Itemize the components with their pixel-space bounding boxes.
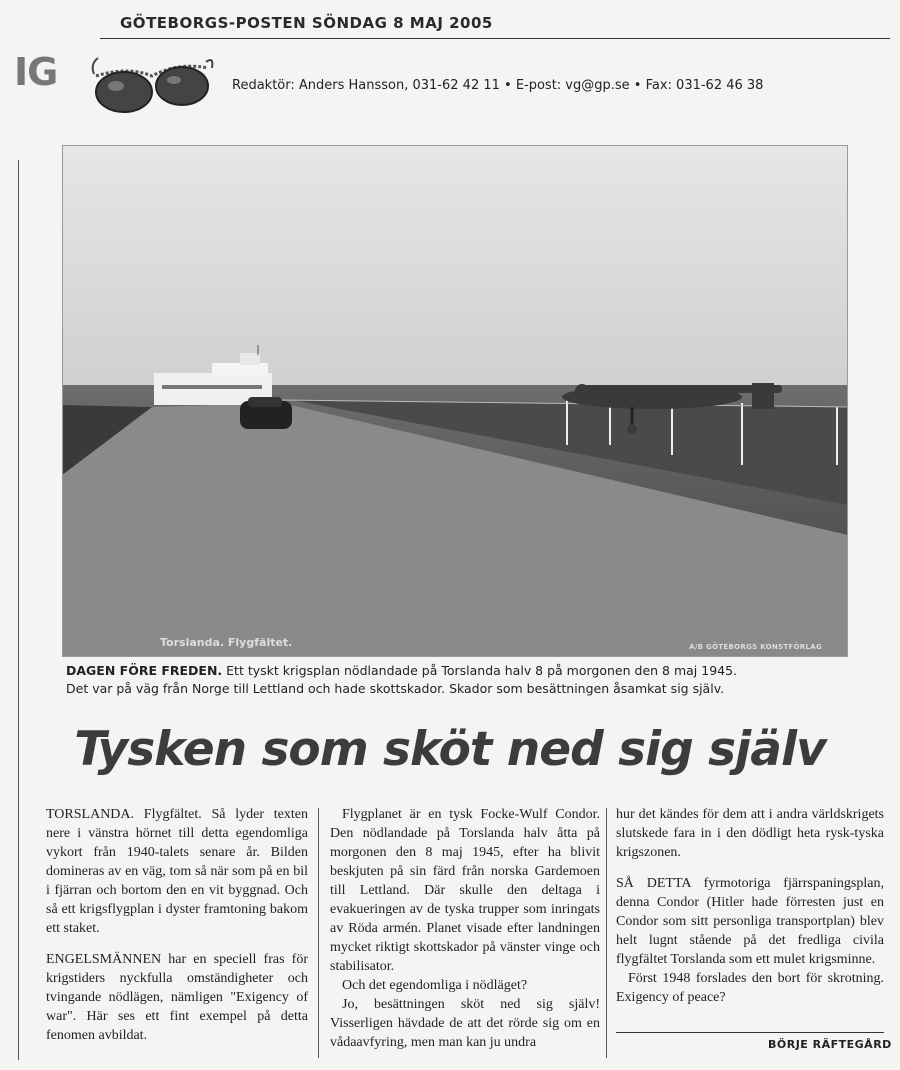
sunglasses-icon: [88, 52, 218, 118]
masthead: GÖTEBORGS-POSTEN SÖNDAG 8 MAJ 2005: [120, 14, 493, 32]
col3-paragraph-1: hur det kändes för dem att i andra världskrigets slutskede fara in i den dödligt heta rysk-tyska krigszonen.: [616, 807, 884, 860]
col2-paragraph-2: Och det egendomliga i nödläget?: [342, 978, 528, 993]
airfield-photo: [62, 145, 848, 657]
col1-paragraph-1: TORSLANDA. Flygfältet. Så lyder texten nere i vänstra hörnet till detta egendomliga vykort från 1940-talets senare år. Bilden domineras av en väg, tom så när som på en bil i fjärran och bortom den en vit byggnad. Och så ett krigsflygplan i dyster framtoning bakom ett staket.: [46, 807, 308, 936]
contact-info: Redaktör: Anders Hansson, 031-62 42 11 • E-post: vg@gp.se • Fax: 031-62 46 38: [232, 78, 764, 93]
column-rule-2: [606, 808, 607, 1058]
col2-paragraph-3: Jo, besättningen sköt ned sig själv! Visserligen hävdade de att det rörde sig om en vådaavfyring, men man kan ju undra: [330, 997, 600, 1050]
article-column-1: [46, 805, 308, 1057]
headline: Tysken som sköt ned sig själv: [74, 722, 826, 777]
photo-label-publisher: A/B GÖTEBORGS KONSTFÖRLAG: [689, 643, 822, 651]
caption-line1: Ett tyskt krigsplan nödlandade på Torslanda halv 8 på morgonen den 8 maj 1945.: [222, 663, 738, 678]
byline: BÖRJE RÄFTEGÅRD: [768, 1038, 892, 1051]
photo-label-torslanda: Torslanda. Flygfältet.: [160, 636, 293, 649]
caption-lead: DAGEN FÖRE FREDEN.: [66, 663, 223, 678]
byline-rule: [616, 1032, 884, 1033]
col3-paragraph-2: SÅ DETTA fyrmotoriga fjärrspaningsplan, denna Condor (Hitler hade förresten just en Condor som sitt personliga transportplan) blev helt lugnt stående på det fredliga civila flygfältet Torslanda som ett mulet krigsminne.: [616, 876, 884, 967]
caption-line2: Det var på väg från Norge till Lettland och hade skottskador. Skador som besättningen åsamkat sig själv.: [66, 681, 725, 696]
section-logo: IG: [14, 50, 58, 94]
masthead-rule: [100, 38, 890, 39]
column-rule-1: [318, 808, 319, 1058]
photo-caption: [66, 662, 856, 698]
article-column-2: [330, 805, 600, 1064]
col3-paragraph-3: Först 1948 forslades den bort för skrotning. Exigency of peace?: [616, 971, 884, 1005]
col1-paragraph-2: ENGELSMÄNNEN har en speciell fras för krigstiders nyckfulla omständigheter och tvingande nödlägen, nämligen "Exigency of war". Här ses ett fint exempel på detta fenomen avbildat.: [46, 952, 308, 1043]
left-border-rule: [18, 160, 19, 1060]
col2-paragraph-1: Flygplanet är en tysk Focke-Wulf Condor. Den nödlandade på Torslanda halv åtta på morgonen den 8 maj 1945, efter ha blivit beskjuten på sin färd från norska Gardemoen till Lettland. Där skulle den deltaga i evakueringen av de tyska trupper som inringats av Röda armén. Planet visade efter landningen mycket riktigt skottskador på vänster vinge och stabilisator.: [330, 807, 600, 974]
article-column-3: [616, 805, 884, 1019]
